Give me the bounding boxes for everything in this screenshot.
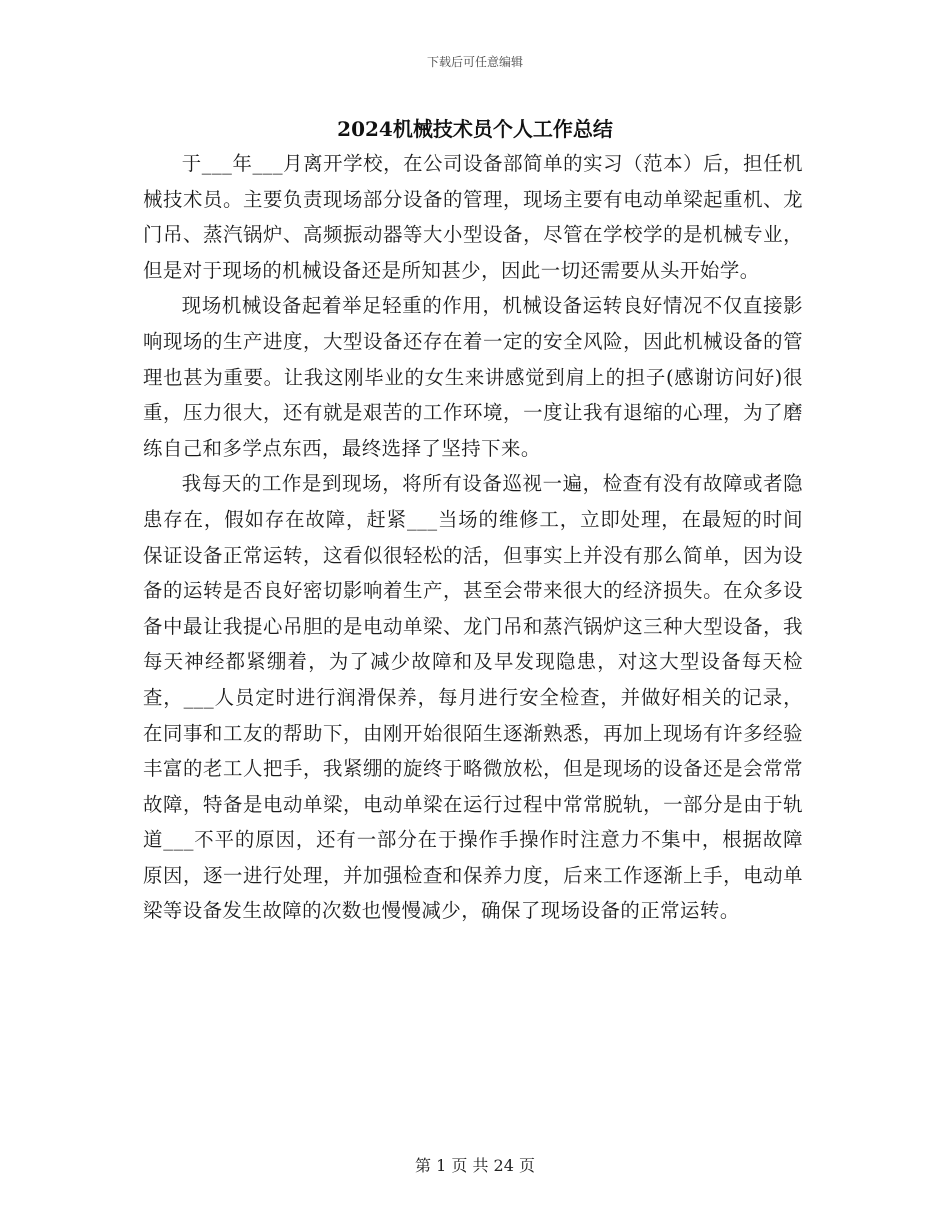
document-body [143, 146, 803, 929]
document-title: 2024机械技术员个人工作总结 [337, 117, 613, 141]
paragraph: 现场机械设备起着举足轻重的作用，机械设备运转良好情况不仅直接影响现场的生产进度，大型设备还存在着一定的安全风险，因此机械设备的管理也甚为重要。让我这刚毕业的女生来讲感觉到肩上的担子(感谢访问好)很重，压力很大，还有就是艰苦的工作环境，一度让我有退缩的心理，为了磨练自己和多学点东西，最终选择了坚持下来。 [143, 294, 803, 460]
paragraph: 我每天的工作是到现场，将所有设备巡视一遍，检查有没有故障或者隐患存在，假如存在故障，赶紧___当场的维修工，立即处理，在最短的时间保证设备正常运转，这看似很轻松的活，但事实上并没有那么简单，因为设备的运转是否良好密切影响着生产，甚至会带来很大的经济损失。在众多设备中最让我提心吊胆的是电动单梁、龙门吊和蒸汽锅炉这三种大型设备，我每天神经都紧绷着，为了减少故障和及早发现隐患，对这大型设备每天检查，___人员定时进行润滑保养，每月进行安全检查，并做好相关的记录，在同事和工友的帮助下，由刚开始很陌生逐渐熟悉，再加上现场有许多经验丰富的老工人把手，我紧绷的旋终于略微放松，但是现场的设备还是会常常故障，特备是电动单梁，电动单梁在运行过程中常常脱轨，一部分是由于轨道___不平的原因，还有一部分在于操作手操作时注意力不集中，根据故障原因，逐一进行处理，并加强检查和保养力度，后来工作逐渐上手，电动单梁等设备发生故障的次数也慢慢减少，确保了现场设备的正常运转。 [143, 472, 803, 923]
page-number-footer: 第 1 页 共 24 页 [415, 1156, 535, 1175]
header-note: 下载后可任意编辑 [426, 55, 523, 69]
paragraph: 于___年___月离开学校，在公司设备部简单的实习（范本）后，担任机械技术员。主要负责现场部分设备的管理，现场主要有电动单梁起重机、龙门吊、蒸汽锅炉、高频振动器等大小型设备，尽管在学校学的是机械专业，但是对于现场的机械设备还是所知甚少，因此一切还需要从头开始学。 [143, 152, 803, 282]
